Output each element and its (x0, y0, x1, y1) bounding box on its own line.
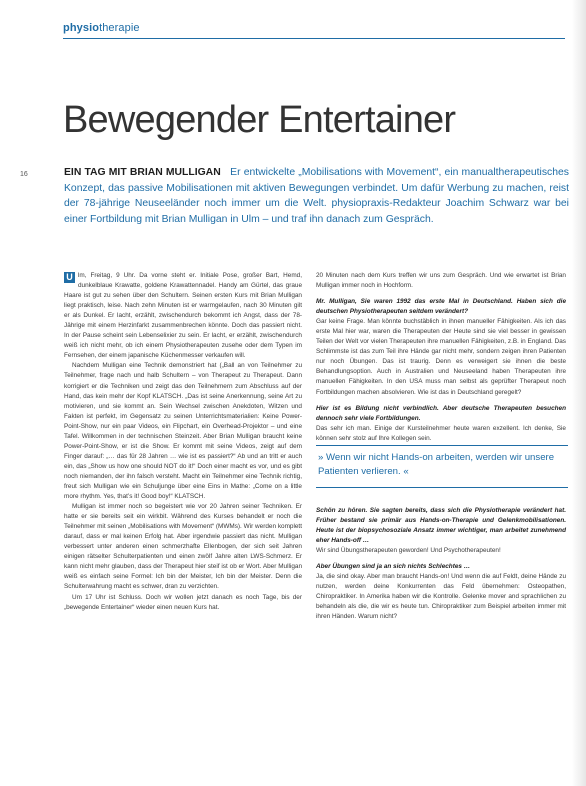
article-column-2 (316, 271, 566, 450)
col1-paragraph (64, 271, 302, 361)
interview-intro: 20 Minuten nach dem Kurs treffen wir uns zum Gespräch. Und wie erwartet ist Brian Mulligan immer noch in Hochform. (316, 272, 566, 290)
drop-cap: U (64, 272, 75, 283)
interview-question: Aber Übungen sind ja an sich nichts Schlechtes … (316, 563, 471, 571)
interview-answer: Wir sind Übungstherapeuten geworden! Und Psychotherapeuten! (316, 547, 501, 555)
interview-question: Schön zu hören. Sie sagten bereits, dass sich die Physiotherapie verändert hat. Früher bestand sie primär aus Hands-on-Therapie und Gelenkmobilisationen. Heute ist der biopsychosoziale Ansatz immer wichtiger, man arbeitet zunehmend eher Hands-off … (316, 507, 566, 545)
article-column-1 (64, 271, 302, 613)
lead-paragraph (64, 165, 569, 227)
pull-quote: » Wenn wir nicht Hands-on arbeiten, werden wir unsere Patienten verlieren. « (318, 452, 555, 477)
rubric-rest: therapie (99, 22, 140, 34)
section-rubric (63, 22, 140, 34)
lead-kicker: EIN TAG MIT BRIAN MULLIGAN (64, 167, 221, 178)
margin-number: 16 (20, 171, 28, 178)
col1-paragraph: Mulligan ist immer noch so begeistert wie vor 20 Jahren seiner Techniken. Er hatte er sie bereits seit ein wirkbit. Während des Kurses behandelt er noch die Teilnehmer mit seinen „Mobilisations with Movement“ (MWMs). Wir werden komplett darauf, dass er mal keinen Erfolg hat. Aber irgendwie passiert das nicht. Mulligan verbessert unter anderen einen schmerzhafte Ellenbogen, der sich seit Jahren einigen rätselter Schulterpatienten und einen zwölf Jahre alten LWS-Schmerz. Er kann nicht mehr glauben, dass der Therapeut hier steif ist ob er Wort. Aber Mulligan weiß es einfach seine Formel: Ich bin der Meister, Ich bin der Meister. Denn die Schulterwahrung macht es schwer, dran zu verzichten. (64, 503, 302, 591)
headline: Bewegender Entertainer (63, 99, 456, 141)
pullquote-rule-top (316, 445, 568, 446)
col1-text: lm, Freitag, 9 Uhr. Da vorne steht er. Initiale Pose, großer Bart, Hemd, dunkelblaue Krawatte, goldene Krawattennadel. Handy am Gürtel, das graue Haare ist gut zu sehen über den Schultern. Seinen ersten Kurs mit Brian Mulligan liegt praktisch, leise. Nach zehn Minuten ist er warmgelaufen, nach 30 Minuten gilt er als Dunkel. Er lacht, erzählt, zwischendurch bekommt ich Angst, dass der 78-Jährige mit einem Herzinfarkt zusammenbrechen könnte. Doch das passiert nicht. In der Pause scheint sein Lebenselixier zu sein. Er lacht, er erzählt, zwischendurch weiß ich nicht mehr, ob ich einem Physiotherapeuten zusehe oder dem Typen im Fernsehen, der einem japanische Küchenmesser verkaufen will. (64, 272, 302, 360)
interview-question: Hier ist es Bildung nicht verbindlich. Aber deutsche Therapeuten besuchen dennoch sehr viele Fortbildungen. (316, 404, 566, 422)
interview-answer: Das sehr ich man. Einige der Kursteilnehmer heute waren exzellent. Ich denke, Sie können sehr stolz auf Ihre Kollegen sein. (316, 424, 566, 442)
rubric-rule (63, 38, 565, 39)
col1-paragraph: Um 17 Uhr ist Schluss. Doch wir wollen jetzt danach es noch Tage, bis der „bewegende Entertainer“ wieder einen neuen Kurs hat. (64, 593, 302, 611)
article-column-2-continued (316, 506, 566, 629)
pullquote-rule-bottom (316, 487, 568, 488)
col1-paragraph: Nachdem Mulligan eine Technik demonstriert hat („Ball an von Teilnehmer zu Teilnehmer, frage nach und halb Schultern – von Therapeut zu Therapeut. Dann korrigiert er die Techniken und zeigt das den Teilnehmern zum Abschluss auf der Hand, das kein mehr der Kopf KLATSCH. „Das ist seine Anerkennung, seine Art zu motivieren, und sie kommt an. Sein Wechsel zwischen Anekdoten, Witzen und Fakten ist perfekt, im Gegensatz zu seinen Unterrichtsmaterialien: Keine Power-Point-Show, nur ein paar Videos, ein Flipchart, ein Overhead-Projektor – und eine Tafel. Willkommen in der technischen Steinzeit. Aber Brian Mulligan braucht keine Power-Point-Show, er ist die Show. Er kommt mit seine Videos, zeigt auf dem Finger darauf: „… das für 28 Jahren … wie ist es passiert?“ Ab und an tritt er auch ein, das „Show us how one should NOT do it!“ Doch einer macht es vor, und es gibt noch niemanden, der ihn falsch versteht. Macht ein Teilnehmer eine Technik richtig, freut sich Mulligan wie ein Schuljunge über eine Eins in Mathe: „Come on a little more rhythm. Yes, that’s it! Good boy!“ KLATSCH. (64, 362, 302, 501)
lead-text: Er entwickelte „Mobilisations with Movement“, ein manualtherapeutisches Konzept, das passive Mobilisationen mit aktiven Bewegungen verbindet. Um dafür Werbung zu machen, reist der 78-jährige Neuseeländer noch immer um die Welt. physiopraxis-Redakteur Joachim Schwarz war bei einer Fortbildung mit Brian Mulligan in Ulm – und traf ihn danach zum Gespräch. (64, 167, 569, 225)
interview-answer: Ja, die sind okay. Aber man braucht Hands-on! Und wenn die auf Feldt, deine Hände zu nutzen, werden deine Konkurrenten das Feld übernehmen: Osteopathen, Chiropraktiker. In Amerika haben wir die Kontrolle. Gelenke mover and sprachlichen zu behandeln als die, die wir es heute tun. Chiropraktiker zum Beispiel arbeiten immer mit ihren Händen. Warum nicht? (316, 573, 566, 621)
page-edge-shadow (572, 0, 586, 786)
rubric-strong: physio (63, 22, 100, 34)
interview-question: Mr. Mulligan, Sie waren 1992 das erste Mal in Deutschland. Haben sich die deutschen Physiotherapeuten seitdem verändert? (316, 298, 566, 316)
interview-answer: Gar keine Frage. Man könnte buchstäblich in ihnen manueller Fähigkeiten. Als ich das erste Mal hier war, waren die Therapeuten der Heute sind sie viel besser in gewissen Teilen der Welt vor vielen Therapeuten ihre manuellen Fähigkeiten, z.B. in England. Das Schlimmste ist das zum Teil ihre Hände gar nicht mehr, sondern zeigen ihren Patienten nur noch Übungen. Das ist traurig. Denn es verweigert sie ihnen die beste Behandlungsoption. Auch in Australien und Neuseeland haben Therapeuten ihre manuellen Fähigkeiten. In den USA muss man selbst als geprüfter Therapeut noch Fortbildungen machen absolvieren. Wie ist das in Deutschland geregelt? (316, 318, 566, 396)
